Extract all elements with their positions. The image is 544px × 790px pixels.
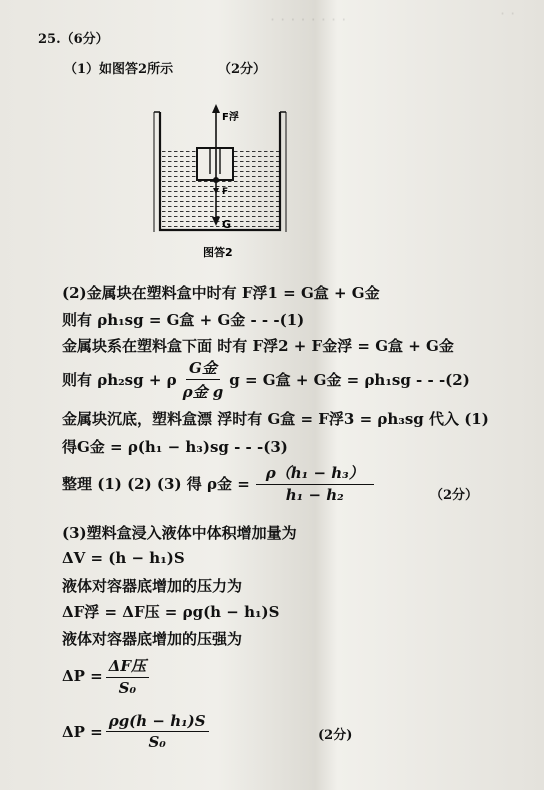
- fraction-denominator: ρ金 g: [182, 383, 224, 401]
- force-down-label: G: [222, 218, 232, 231]
- fraction-denominator: h₁ − h₂: [285, 486, 344, 504]
- part2-line5: 金属块沉底，塑料盒漂 浮时有 G盒 = F浮3 = ρh₃sg 代入 (1): [62, 410, 489, 428]
- part2-score: （2分）: [430, 488, 479, 503]
- buoyancy-figure: [150, 104, 290, 264]
- part2-line7-fraction: [256, 462, 374, 504]
- fraction-numerator: ρ（h₁ − h₃）: [256, 462, 374, 485]
- part2-line6: 得G金 = ρ(h₁ − h₃)sg - - -(3): [62, 438, 288, 456]
- plastic-box: [197, 148, 233, 180]
- part3-line4: ΔF浮 = ΔF压 = ρg(h − h₁)S: [62, 603, 280, 621]
- force-up-label: F浮: [222, 112, 239, 123]
- part2-line2: 则有 ρh₁sg = G盒 + G金 - - -(1): [62, 311, 305, 329]
- bleed-through-text: · · · · · · · ·: [270, 10, 347, 29]
- force-mid-label: F: [222, 187, 229, 197]
- part2-line4: [62, 357, 470, 402]
- part2-line4-prefix: 则有 ρh₂sg + ρ: [62, 371, 177, 389]
- part3-line6-prefix: ΔP =: [62, 667, 103, 685]
- part2-line3: 金属块系在塑料盒下面 时有 F浮2 + F金浮 = G盒 + G金: [62, 337, 454, 355]
- part3-score: (2分): [318, 728, 353, 743]
- part3-line7-prefix: ΔP =: [62, 722, 103, 741]
- part3-line7: [62, 712, 212, 751]
- part2-line7-prefix: 整理 (1) (2) (3) 得 ρ金 =: [62, 474, 250, 493]
- part2-line4-suffix: g = G盒 + G金 = ρh₁sg - - -(2): [229, 371, 470, 389]
- part3-line6-fraction: [106, 655, 149, 697]
- part2-line1: (2)金属块在塑料盒中时有 F浮1 = G盒 + G金: [62, 284, 380, 302]
- part1-score: （2分）: [218, 62, 267, 77]
- part3-line5: 液体对容器底增加的压强为: [62, 630, 243, 648]
- fraction-numerator: ρg(h − h₁)S: [106, 712, 209, 732]
- fraction-numerator: G金: [186, 357, 220, 380]
- arrow-up-icon: [212, 104, 220, 113]
- bleed-through-text: · ·: [500, 4, 516, 23]
- fraction-denominator: S₀: [118, 679, 137, 697]
- part3-line2: ΔV = (h − h₁)S: [62, 549, 185, 567]
- part3-line6: [62, 655, 152, 697]
- figure-caption: 图答2: [203, 246, 233, 259]
- fraction-denominator: S₀: [148, 733, 166, 751]
- part1-label: （1）如图答2所示: [64, 62, 174, 77]
- part3-line7-fraction: [106, 712, 209, 751]
- question-number: 25.（6分）: [38, 32, 109, 47]
- fraction-numerator: ΔF压: [106, 655, 149, 678]
- part3-line1: (3)塑料盒浸入液体中体积增加量为: [62, 524, 297, 542]
- part2-line7: [62, 462, 377, 504]
- part2-line4-fraction: [180, 357, 227, 402]
- part3-line3: 液体对容器底增加的压力为: [62, 577, 243, 595]
